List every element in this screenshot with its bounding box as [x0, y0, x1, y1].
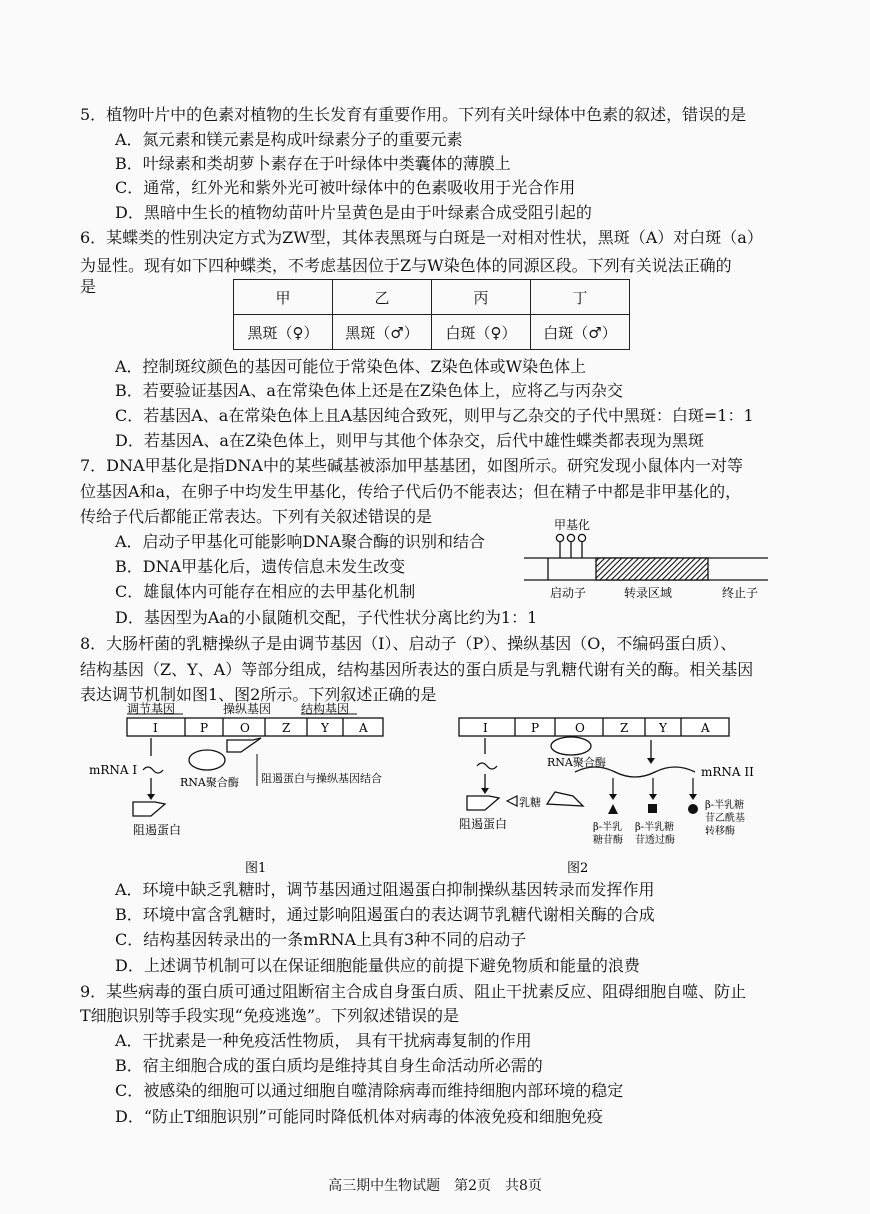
gene-Y: Y [659, 721, 667, 735]
repressor-on-operator [227, 738, 261, 752]
table-cell: 白斑（♀） [432, 315, 531, 350]
enzyme-3-shape [688, 804, 698, 814]
rna-polymerase-shape [189, 750, 225, 770]
gene-I: I [483, 721, 488, 735]
q8-option-d: D．上述调节机制可以在保证细胞能量供应的前提下避免物质和能量的浪费 [115, 956, 640, 975]
figure-1-caption: 图1 [245, 861, 267, 876]
q6-stem-2: 为显性。现有如下四种蝶类，不考虑基因位于Z与W染色体的同源区段。下列有关说法正确的 [80, 256, 732, 275]
q7-stem-2: 位基因A和a，在卵子中均发生甲基化，传给子代后仍不能表达；但在精子中都是非甲基化的， [80, 482, 742, 501]
structural-gene-label: 结构基因 [301, 702, 350, 716]
q5-option-b: B．叶绿素和类胡萝卜素存在于叶绿体中类囊体的薄膜上 [115, 154, 511, 173]
repressor-label: 阻遏蛋白 [459, 817, 508, 831]
enzyme-3-label-3: 转移酶 [705, 826, 735, 837]
q6-stem-1: 6．某蝶类的性别决定方式为ZW型，其体表黑斑与白斑是一对相对性状，黑斑（A）对白斑（a） [80, 228, 763, 247]
mrna-wave [143, 767, 163, 773]
lactose-label: 乳糖 [519, 796, 541, 809]
page-footer: 高三期中生物试题 第2页 共8页 [328, 1178, 542, 1194]
enzyme-2-label-1: β-半乳糖 [635, 822, 675, 833]
q7-stem-1: 7．DNA甲基化是指DNA中的某些碱基被添加甲基基团，如图所示。研究发现小鼠体内一对等 [80, 456, 743, 475]
gene-bar [127, 718, 383, 736]
gene-P: P [531, 721, 540, 735]
inactive-repressor-shape [547, 792, 583, 806]
regulatory-gene-label: 调节基因 [127, 702, 176, 716]
methyl-groups [556, 534, 585, 558]
q9-option-b: B．宿主细胞合成的蛋白质均是维持其自身生命活动所必需的 [115, 1056, 543, 1075]
q6-option-c: C．若基因A、a在常染色体上且A基因纯合致死，则甲与乙杂交的子代中黑斑：白斑=1：1 [115, 406, 754, 425]
dna-methylation-diagram [520, 512, 770, 604]
table-header: 甲 [234, 280, 333, 315]
q5-option-c: C．通常，红外光和紫外光可被叶绿体中的色素吸收用于光合作用 [115, 178, 576, 197]
mrna-II-label: mRNA II [701, 765, 754, 779]
transcribed-region [596, 558, 708, 580]
terminator-label: 终止子 [722, 586, 759, 600]
q7-option-d: D．基因型为Aa的小鼠随机交配，子代性状分离比约为1：1 [115, 608, 538, 627]
q8-option-c: C．结构基因转录出的一条mRNA上具有3种不同的启动子 [115, 930, 527, 949]
gene-P: P [200, 721, 209, 735]
table-cell: 黑斑（♂） [333, 315, 432, 350]
mrna-I-label: mRNA I [89, 763, 138, 777]
gene-A: A [701, 721, 710, 735]
enzyme-1-shape [608, 804, 618, 814]
q7-stem-3: 传给子代后都能正常表达。下列有关叙述错误的是 [80, 507, 433, 526]
methylation-label: 甲基化 [554, 518, 591, 532]
gene-Y: Y [321, 721, 329, 735]
figure-2-lac-operon-with-lactose [455, 712, 785, 880]
q5-option-d: D．黑暗中生长的植物幼苗叶片呈黄色是由于叶绿素合成受阻引起的 [115, 203, 592, 222]
rna-polymerase-label: RNA聚合酶 [180, 776, 239, 789]
methyl-circle [567, 534, 574, 541]
q6-option-d: D．若基因A、a在Z染色体上，则甲与其他个体杂交，后代中雄性蝶类都表现为黑斑 [115, 431, 705, 450]
q8-stem-3: 表达调节机制如图1、图2所示。下列叙述正确的是 [80, 685, 437, 704]
butterfly-table [233, 279, 630, 350]
table-header: 丁 [531, 280, 630, 315]
enzyme-1-label-1: β-半乳 [593, 822, 623, 833]
lactose-arrow [507, 796, 517, 806]
q6-stem-3: 是 [80, 277, 97, 296]
repressor-label: 阻遏蛋白 [133, 823, 182, 837]
gene-Z: Z [282, 721, 291, 735]
rna-polymerase-label: RNA聚合酶 [547, 756, 606, 769]
table-header: 丙 [432, 280, 531, 315]
operator-gene-label: 操纵基因 [223, 702, 272, 716]
q9-stem-1: 9．某些病毒的蛋白质可通过阻断宿主合成自身蛋白质、阻止干扰素反应、阻碍细胞自噬、防止 [80, 982, 747, 1001]
figure-2-caption: 图2 [567, 861, 589, 876]
q9-option-a: A．干扰素是一种免疫活性物质， 具有干扰病毒复制的作用 [115, 1031, 532, 1050]
transcribed-label: 转录区域 [624, 586, 673, 600]
q9-stem-2: T细胞识别等手段实现“免疫逃逸”。下列叙述错误的是 [80, 1006, 460, 1025]
repressor-protein-shape [133, 802, 165, 816]
gene-A: A [359, 721, 368, 735]
table-cell: 白斑（♂） [531, 315, 630, 350]
enzyme-2-label-2: 苷透过酶 [635, 835, 675, 846]
q5-option-a: A．氮元素和镁元素是构成叶绿素分子的重要元素 [115, 130, 463, 149]
rna-polymerase-shape [551, 737, 591, 755]
gene-O: O [240, 721, 250, 735]
enzyme-3-label-2: 苷乙酰基 [705, 813, 745, 824]
q8-stem-1: 8．大肠杆菌的乳糖操纵子是由调节基因（I）、启动子（P）、操纵基因（O，不编码蛋白质）、 [80, 634, 737, 653]
q5-stem: 5．植物叶片中的色素对植物的生长发育有重要作用。下列有关叶绿体中色素的叙述，错误的是 [80, 105, 747, 124]
q9-option-d: D．“防止T细胞识别”可能同时降低机体对病毒的体液免疫和细胞免疫 [115, 1107, 603, 1126]
q7-option-a: A．启动子甲基化可能影响DNA聚合酶的识别和结合 [115, 532, 485, 551]
repressor-protein-shape [467, 796, 499, 810]
table-header: 乙 [333, 280, 432, 315]
q8-option-b: B．环境中富含乳糖时，通过影响阻遏蛋白的表达调节乳糖代谢相关酶的合成 [115, 905, 655, 924]
enzyme-2-shape [648, 804, 657, 813]
q7-option-b: B．DNA甲基化后，遗传信息未发生改变 [115, 557, 406, 576]
gene-bar [459, 718, 729, 736]
q8-option-a: A．环境中缺乏乳糖时，调节基因通过阻遏蛋白抑制操纵基因转录而发挥作用 [115, 880, 655, 899]
methyl-circle [556, 534, 563, 541]
repressor-binding-label: 阻遏蛋白与操纵基因结合 [261, 772, 382, 785]
q6-option-a: A．控制斑纹颜色的基因可能位于常染色体、Z染色体或W染色体上 [115, 357, 587, 376]
q6-option-b: B．若要验证基因A、a在常染色体上还是在Z染色体上，应将乙与丙杂交 [115, 381, 623, 400]
q7-option-c: C．雄鼠体内可能存在相应的去甲基化机制 [115, 582, 416, 601]
gene-O: O [575, 721, 585, 735]
q8-stem-2: 结构基因（Z、Y、A）等部分组成，结构基因所表达的蛋白质是与乳糖代谢有关的酶。相关基因 [80, 660, 754, 679]
enzyme-3-label-1: β-半乳糖 [705, 800, 745, 811]
table-cell: 黑斑（♀） [234, 315, 333, 350]
figure-1-lac-operon-no-lactose [85, 700, 405, 880]
gene-Z: Z [620, 721, 629, 735]
gene-I: I [153, 721, 158, 735]
q9-option-c: C．被感染的细胞可以通过细胞自噬清除病毒而维持细胞内部环境的稳定 [115, 1081, 624, 1100]
promoter-label: 启动子 [550, 586, 587, 600]
enzyme-1-label-2: 糖苷酶 [593, 835, 623, 846]
methyl-circle [578, 534, 585, 541]
